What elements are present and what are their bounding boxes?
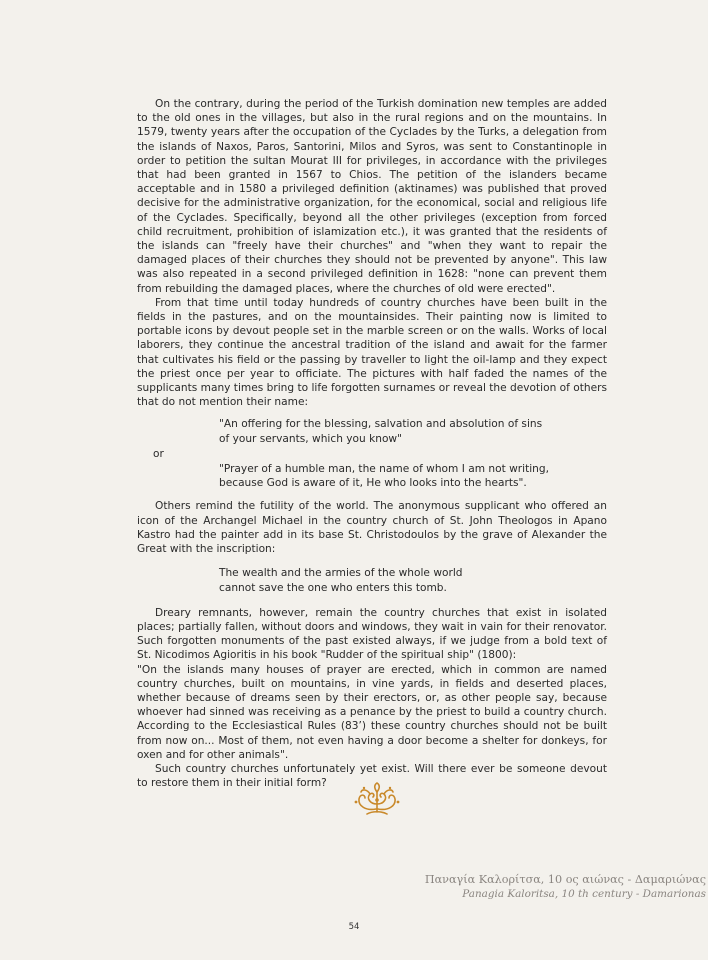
floral-ornament-icon xyxy=(352,782,402,816)
paragraph-3: Others remind the futility of the world. The anonymous supplicant who offered an icon of the Archangel Michael in the country church of St. John Theologos in Apano Kastro had the painter add in its base St. Christodoulos by the grave of Alexander the Great with the inscription: xyxy=(137,500,607,556)
paragraph-5: "On the islands many houses of prayer are erected, which in common are named country churches, built on mountains, in vine yards, in fields and deserted places, whether because of dreams seen by their erectors, or, as other people say, because whoever had sinned was receiving as a penance by the priest to build a country church. According to the Ecclesiastical Rules (83’) these country churches should not be built from now on... Most of them, not even having a door become a shelter for donkeys, for oxen and for other animals". xyxy=(137,663,607,761)
figure-caption xyxy=(425,873,706,901)
quote-line: The wealth and the armies of the whole world xyxy=(219,567,463,580)
caption-english: Panagia Kaloritsa, 10 th century - Damarionas xyxy=(462,888,706,900)
quote-prayer xyxy=(137,462,607,490)
quote-line: "An offering for the blessing, salvation and absolution of sins xyxy=(219,418,543,431)
body-text xyxy=(137,97,607,790)
quote-line: because God is aware of it, He who looks into the hearts". xyxy=(219,477,527,490)
quote-line: of your servants, which you know" xyxy=(219,432,402,445)
page-number: 54 xyxy=(348,922,360,932)
or-label: or xyxy=(153,447,164,460)
quote-inscription xyxy=(137,566,607,594)
quote-line: "Prayer of a humble man, the name of whom I am not writing, xyxy=(219,463,549,476)
paragraph-4: Dreary remnants, however, remain the country churches that exist in isolated places; partially fallen, without doors and windows, they wait in vain for their renovator. Such forgotten monuments of the past existed always, if we judge from a bold text of St. Nicodimos Agioritis in his book "Rudder of the spiritual ship" (1800): xyxy=(137,606,607,662)
caption-greek: Παναγία Καλορίτσα, 10 ος αιώνας - Δαμαριώνας xyxy=(424,873,706,886)
quote-line: cannot save the one who enters this tomb. xyxy=(219,581,447,594)
paragraph-2: From that time until today hundreds of country churches have been built in the fields in the pastures, and on the mountainsides. Their painting now is limited to portable icons by devout people set in the marble screen or on the walls. Works of local laborers, they continue the ancestral tradition of the island and await for the farmer that cultivates his field or the passing by traveller to light the oil-lamp and they expect the priest once per year to officiate. The pictures with half faded the names of the supplicants many times bring to life forgotten surnames or reveal the devotion of others that do not mention their name: xyxy=(137,296,607,409)
paragraph-6: Such country churches unfortunately yet exist. Will there ever be someone devout to restore them in their initial form? xyxy=(137,762,607,790)
spacer xyxy=(137,595,607,606)
paragraph-1: On the contrary, during the period of the Turkish domination new temples are added to the old ones in the villages, but also in the rural regions and on the mountains. In 1579, twenty years after the occupation of the Cyclades by the Turks, a delegation from the islands of Naxos, Paros, Santorini, Milos and Syros, was sent to Constantinople in order to petition the sultan Mourat III for privileges, in accordance with the privileges that had been granted in 1567 to Chios. The petition of the islanders became acceptable and in 1580 a privileged definition (aktinames) was published that proved decisive for the administrative organization, for the economical, social and religious life of the Cyclades. Specifically, beyond all the other privileges (exception from forced child recruitment, prohibition of islamization etc.), it was granted that the residents of the islands can "freely have their churches" and "when they want to repair the damaged places of their churches they should not be prevented by anyone". This law was also repeated in a second privileged definition in 1628: "none can prevent them from rebuilding the damaged places, where the churches of old were erected". xyxy=(137,98,607,295)
spacer xyxy=(137,490,607,499)
quote-offering xyxy=(137,417,607,445)
